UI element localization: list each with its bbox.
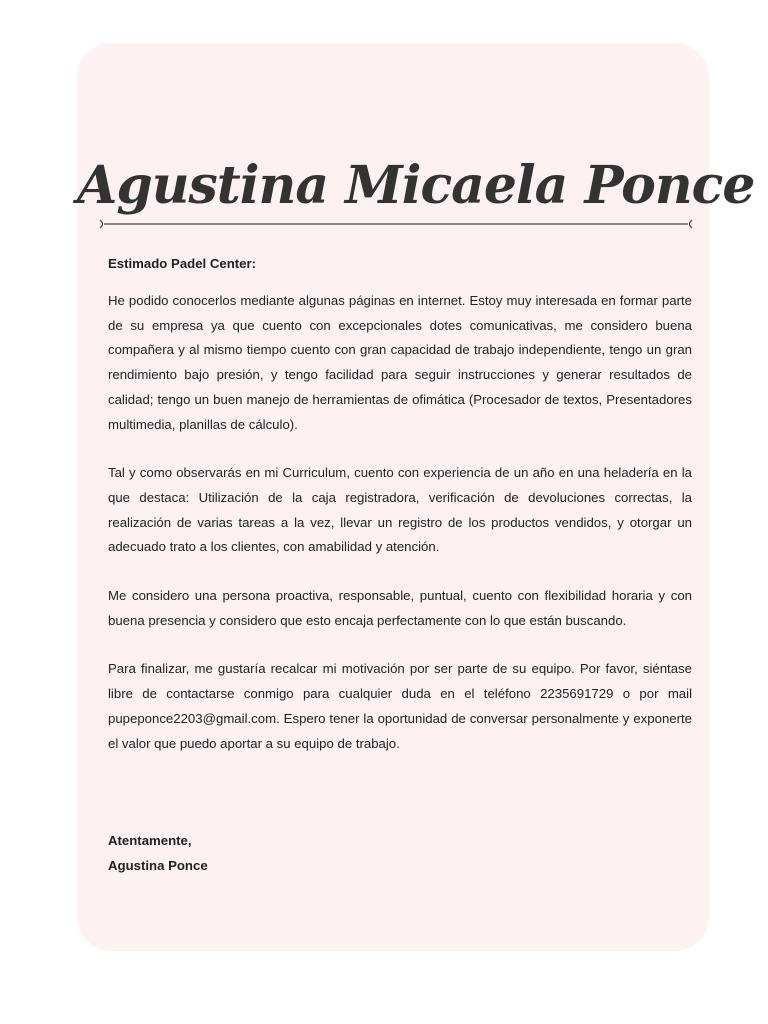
letter-paragraph-closing: Para finalizar, me gustaría recalcar mi motivación por ser parte de su equipo. Por favor, siéntase libre de contactarse conmigo para cualquier duda en el teléfono 2235691729 o por mail pupeponce2203@gmail.com. Espero tener la oportunidad de conversar personalmente y exponerte el valor que puedo aportar a su equipo de trabajo. — [108, 661, 692, 751]
letter-body — [108, 253, 692, 780]
closing-phrase: Atentamente, — [108, 833, 192, 848]
header-divider — [99, 217, 693, 231]
signature-name: Agustina Ponce — [108, 858, 208, 873]
applicant-name-title: Agustina Micaela Ponce — [77, 155, 755, 216]
letter-paragraph-qualities: Me considero una persona proactiva, responsable, puntual, cuento con flexibilidad horaria y con buena presencia y considero que esto encaja perfectamente con lo que están buscando. — [108, 588, 692, 628]
letter-paragraph-intro: He podido conocerlos mediante algunas páginas en internet. Estoy muy interesada en formar parte de su empresa ya que cuento con excepcionales dotes comunicativas, me considero buena compañera y al mismo tiempo cuento con gran capacidad de trabajo independiente, tengo un gran rendimiento bajo presión, y tengo facilidad para seguir instrucciones y generar resultados de calidad; tengo un buen manejo de herramientas de ofimática (Procesador de textos, Presentadores multimedia, planillas de cálculo). — [108, 293, 692, 432]
letter-signoff — [108, 828, 208, 878]
letter-greeting: Estimado Padel Center: — [108, 256, 257, 271]
letter-card — [77, 43, 755, 951]
letter-paragraph-experience: Tal y como observarás en mi Curriculum, cuento con experiencia de un año en una heladería en la que destaca: Utilización de la caja registradora, verificación de devoluciones correctas, la realización de varias tareas a la vez, llevar un registro de los productos vendidos, y otorgar un adecuado trato a los clientes, con amabilidad y atención. — [108, 465, 692, 555]
